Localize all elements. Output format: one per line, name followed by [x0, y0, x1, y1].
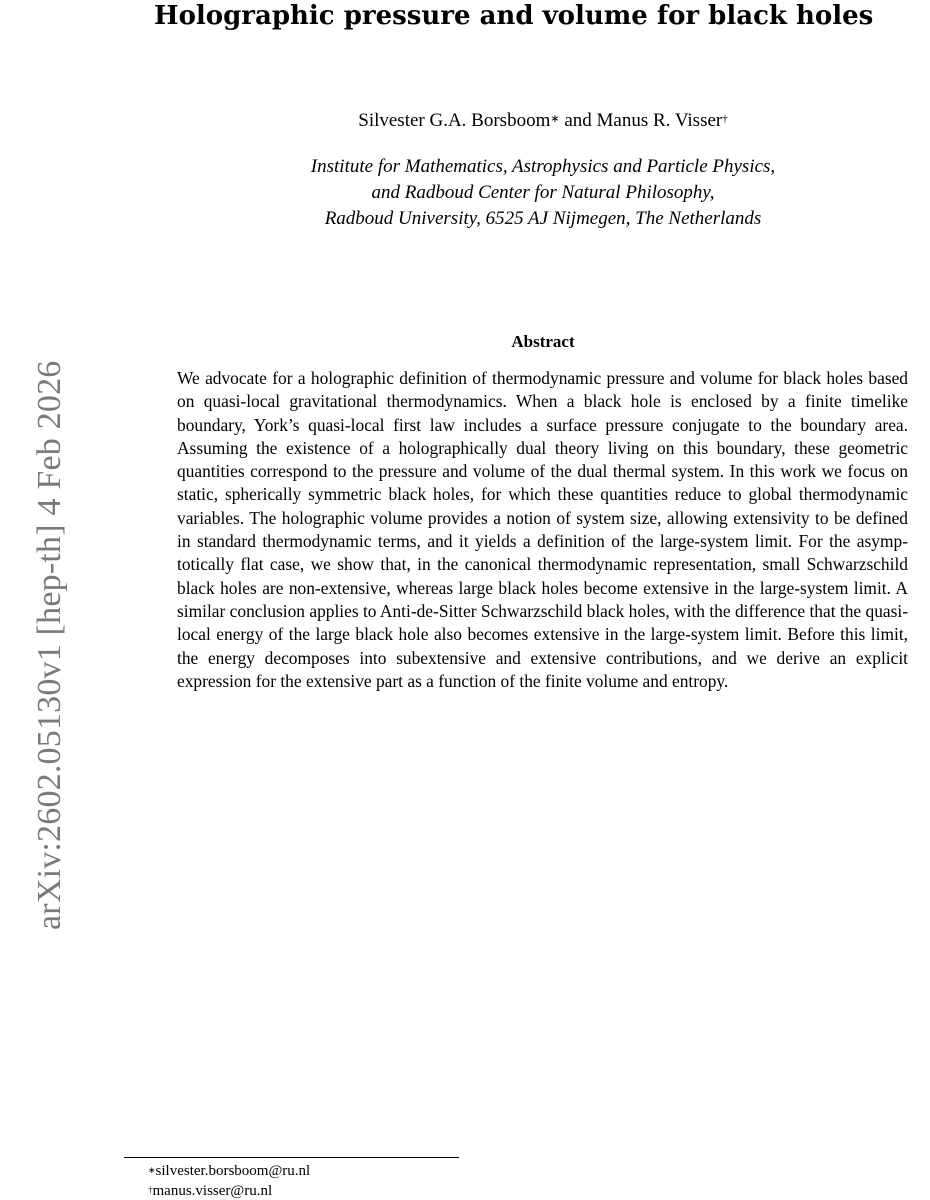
footnote-email: [148, 1182, 272, 1200]
author-conjunction: and: [559, 110, 597, 131]
email-address: silvester.borsboom@ru.nl: [155, 1163, 311, 1179]
footnote-marker: †: [148, 1185, 153, 1195]
affiliation: [0, 154, 930, 232]
footnote-marker: ∗: [550, 113, 560, 125]
affiliation-line: and Radboud Center for Natural Philosophy,: [371, 182, 715, 203]
abstract-heading: Abstract: [511, 332, 575, 351]
footnote-email: [148, 1162, 310, 1180]
footnote-marker: †: [722, 113, 728, 125]
abstract-text: We advocate for a holographic definition of thermodynamic pressure and volume for black holes based on quasi-local gravitational thermodynamics. When a black hole is enclosed by a finite timelike boundary, York’s quasi-local first law includes a surface pressure conjugate to the boundary area. Assuming the existence of a holographically dual theory living on this boundary, these geometric quantities correspond to the pressure and volume of the dual thermal system. In this work we focus on static, spherically symmetric black holes, for which these quantities reduce to global thermodynamic variables. The holographic volume provides a notion of system size, allowing extensivity to be defined in standard thermodynamic terms, and it yields a definition of the large-system limit. For the asymptotically flat case, we show that, in the canonical thermodynamic representation, small Schwarzschild black holes are non-extensive, whereas large black holes become extensive in the large-system limit. A similar conclusion applies to Anti-de-Sitter Schwarzschild black holes, with the difference that the quasi-local energy of the large black hole also becomes extensive in the large-system limit. Before this limit, the energy decomposes into subextensive and extensive contributions, and we derive an explicit expression for the extensive part as a function of the finite volume and entropy.: [177, 368, 908, 691]
author-name: Manus R. Visser: [596, 110, 723, 131]
author-name: Silvester G.A. Borsboom: [358, 110, 551, 131]
affiliation-line: Radboud University, 6525 AJ Nijmegen, The Netherlands: [324, 208, 762, 229]
footnote-divider: [124, 1157, 459, 1158]
email-address: manus.visser@ru.nl: [152, 1183, 273, 1199]
arxiv-identifier-stamp: arXiv:2602.05130v1 [hep-th] 4 Feb 2026: [31, 360, 68, 930]
affiliation-line: Institute for Mathematics, Astrophysics and Particle Physics,: [310, 156, 776, 177]
footnote-marker: ∗: [148, 1165, 156, 1175]
author-list: [0, 108, 930, 134]
paper-title: Holographic pressure and volume for black holes: [154, 1, 874, 31]
